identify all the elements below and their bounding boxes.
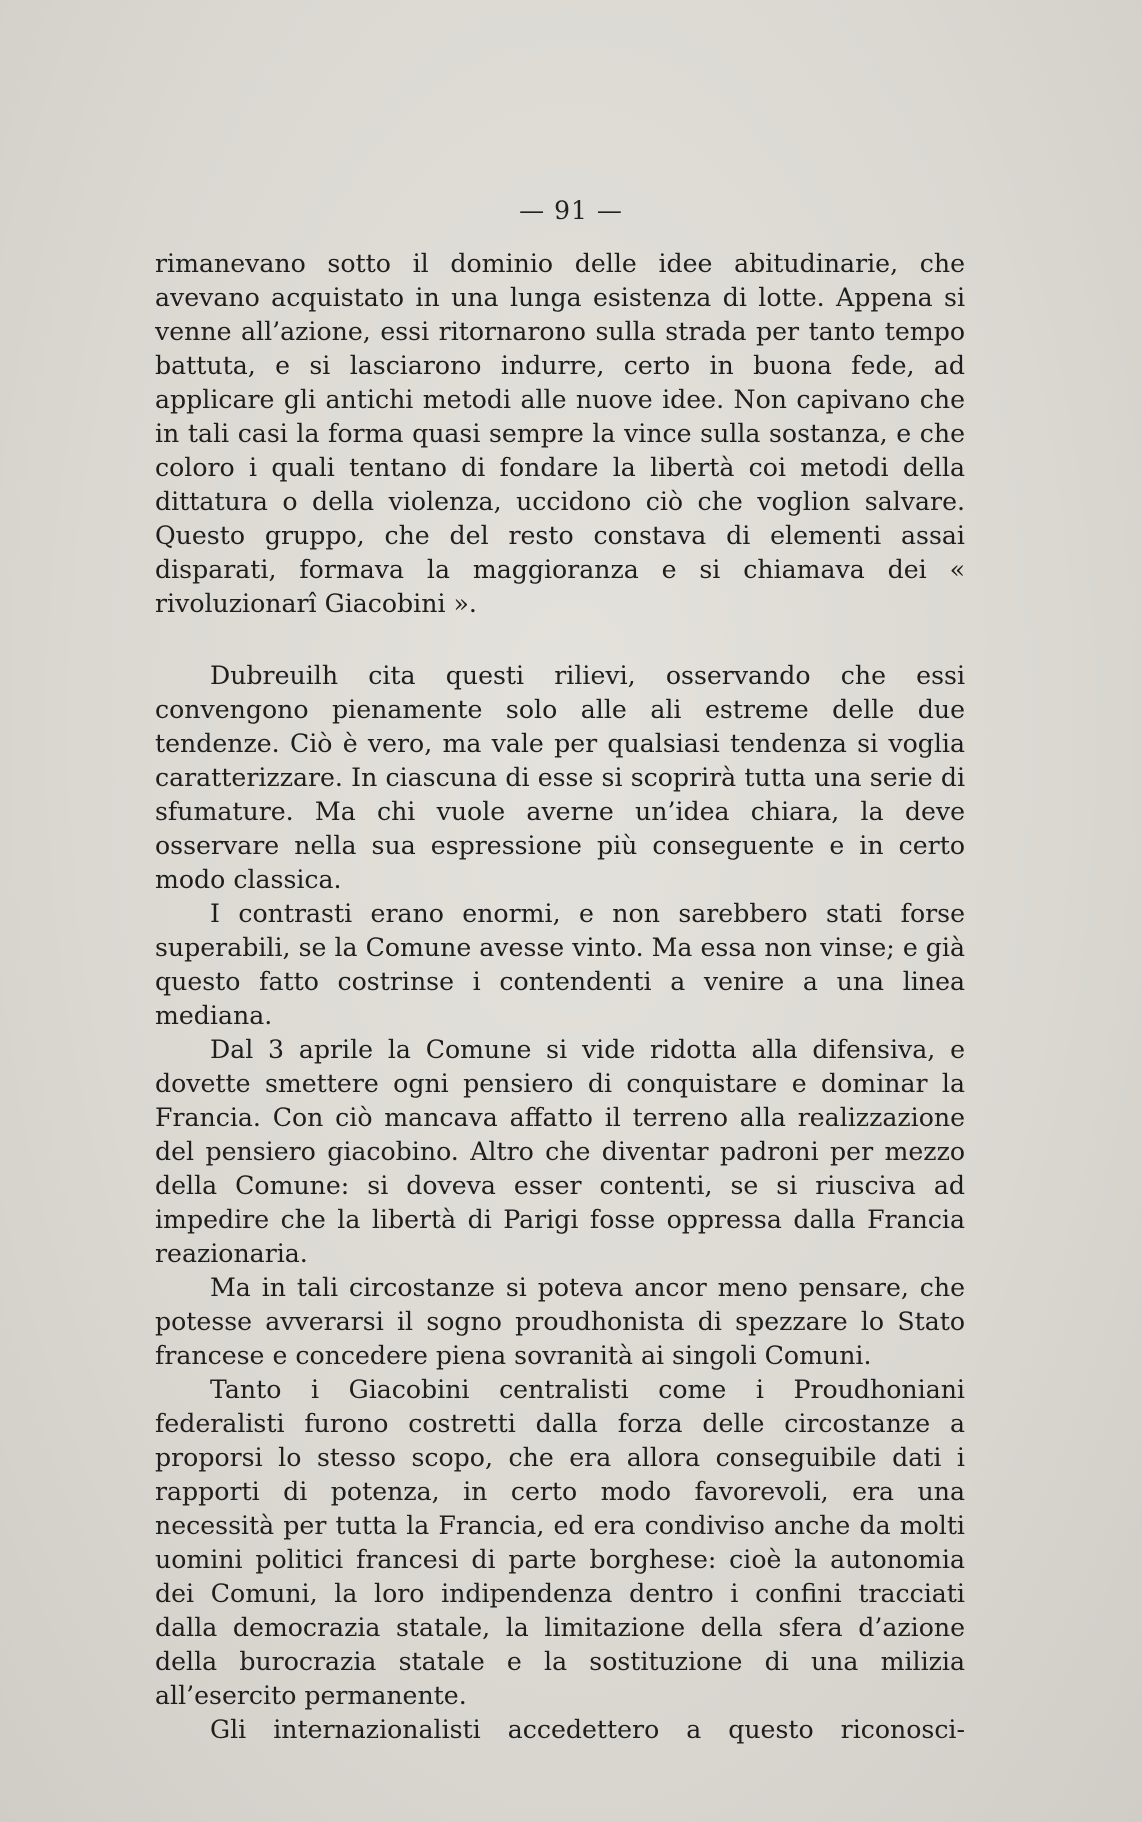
paragraph-continuation: rimanevano sotto il dominio delle idee abitudinarie, che avevano acquistato in una lunga esistenza di lotte. Appena si venne all’azione, essi ritornarono sulla strada per tanto tempo battuta, e si lasciarono indurre, certo in buona fede, ad applicare gli antichi metodi alle nuove idee. Non capivano che in tali casi la forma quasi sempre la vince sulla sostanza, e che coloro i quali tentano di fondare la libertà coi metodi della dittatura o della violenza, uccidono ciò che voglion salvare. Questo gruppo, che del resto constava di elementi assai disparati, formava la maggioranza e si chiamava dei « rivoluzionarî Giacobini ». <box>155 249 965 618</box>
page-number: — 91 — <box>519 196 623 225</box>
paragraph-3-aprile: Dal 3 aprile la Comune si vide ridotta alla difensiva, e dovette smettere ogni pensiero di conquistare e dominar la Francia. Con ciò mancava affatto il terreno alla realizzazione del pensiero giacobino. Altro che diventar padroni per mezzo della Comune: si doveva esser contenti, se si riusciva ad impedire che la libertà di Parigi fosse oppressa dalla Francia reazionaria. <box>155 1035 965 1268</box>
paragraph-dubreuilh: Dubreuilh cita questi rilievi, osservando che essi convengono pienamente solo alle ali estreme delle due tendenze. Ciò è vero, ma vale per qualsiasi tendenza si voglia caratterizzare. In ciascuna di esse si scoprirà tutta una serie di sfumature. Ma chi vuole averne un’idea chiara, la deve osservare nella sua espressione più conseguente e in certo modo classica. <box>155 661 965 894</box>
paragraph-internazionalisti: Gli internazionalisti accedettero a questo riconosci- <box>210 1715 965 1744</box>
paragraph-giacobini-proudhoniani: Tanto i Giacobini centralisti come i Proudhoniani federalisti furono costretti dalla forza delle circostanze a proporsi lo stesso scopo, che era allora conseguibile dati i rapporti di potenza, in certo modo favorevoli, era una necessità per tutta la Francia, ed era condiviso anche da molti uomini politici francesi di parte borghese: cioè la autonomia dei Comuni, la loro indipendenza dentro i confini tracciati dalla democrazia statale, la limitazione della sfera d’azione della burocrazia statale e la sostituzione di una milizia all’esercito permanente. <box>155 1375 965 1710</box>
body-text <box>155 247 965 1747</box>
paragraph-circostanze: Ma in tali circostanze si poteva ancor meno pensare, che potesse avverarsi il sogno proudhonista di spezzare lo Stato francese e concedere piena sovranità ai singoli Comuni. <box>155 1273 965 1370</box>
paragraph-contrasti: I contrasti erano enormi, e non sarebbero stati forse superabili, se la Comune avesse vinto. Ma essa non vinse; e già questo fatto costrinse i contendenti a venire a una linea mediana. <box>155 899 965 1030</box>
